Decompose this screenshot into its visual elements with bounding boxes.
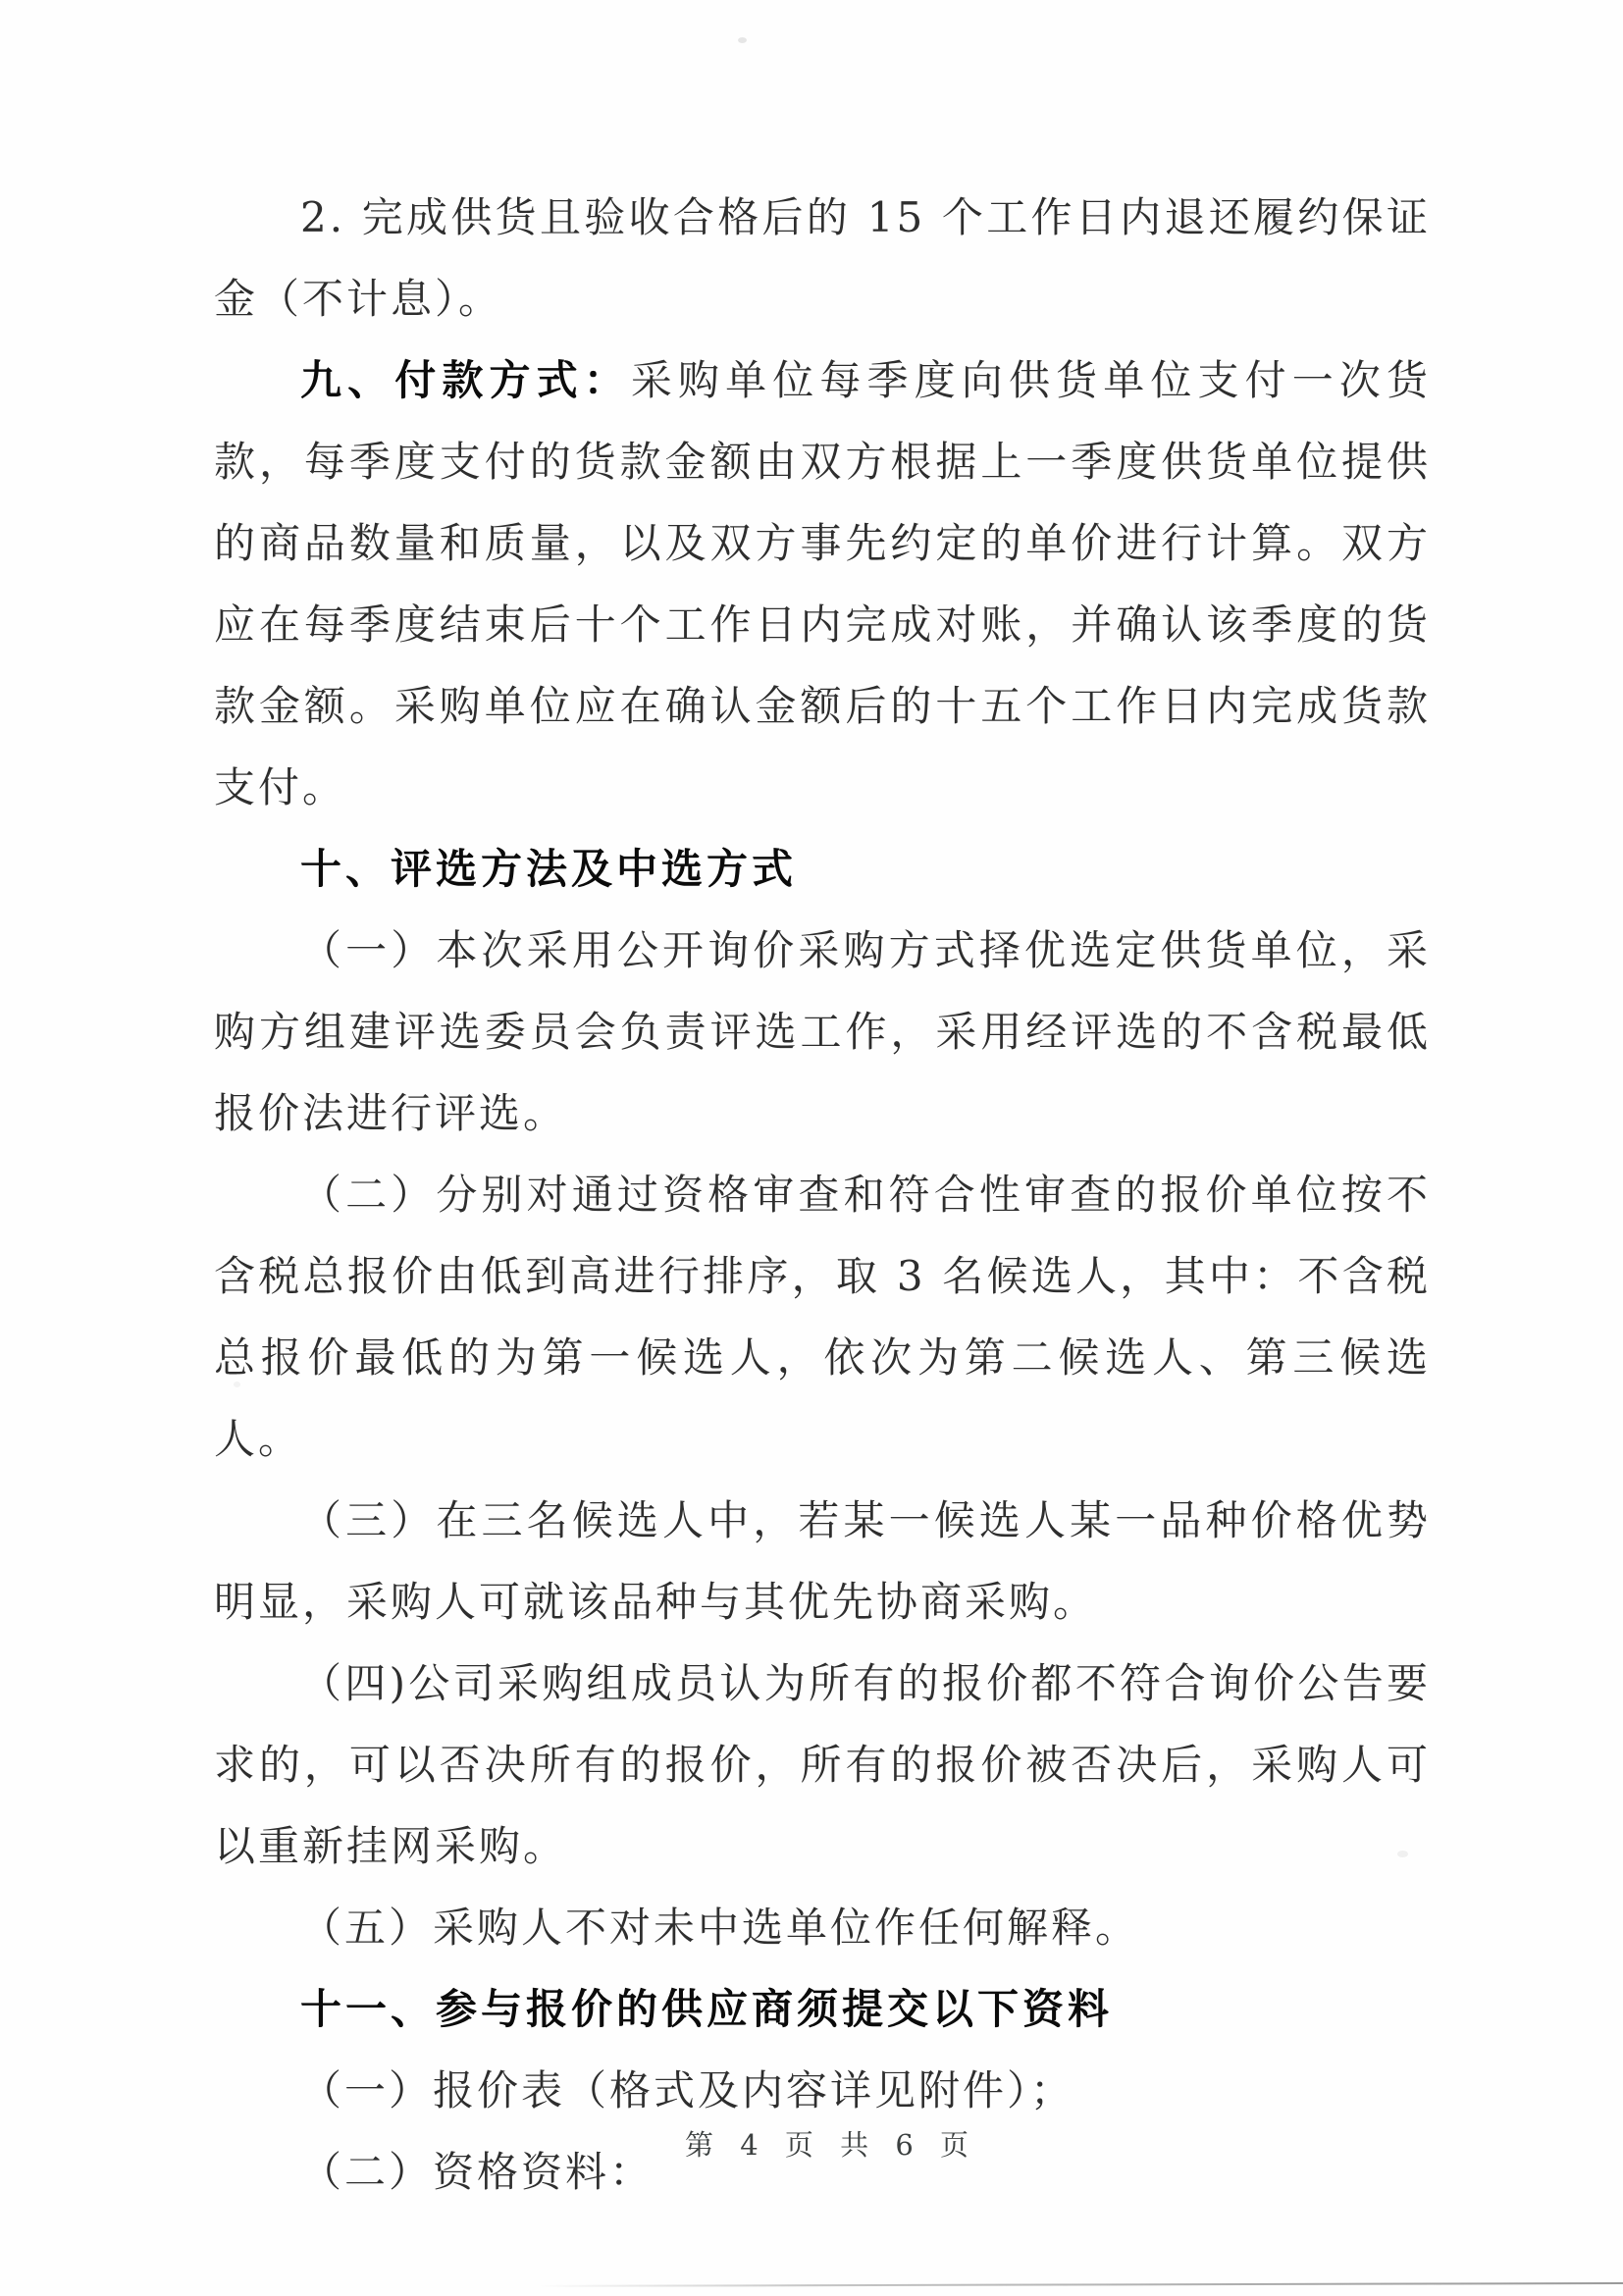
paragraph-selection-item-2: （二）分别对通过资格审查和符合性审查的报价单位按不含税总报价由低到高进行排序，取 3 名候选人，其中：不含税总报价最低的为第一候选人，依次为第二候选人、第三候选人。 bbox=[214, 1171, 1431, 1463]
paragraph-documents-item-2: （二）资格资料： bbox=[300, 2148, 654, 2196]
document-body bbox=[214, 177, 1431, 2213]
paragraph-selection-item-3: （三）在三名候选人中，若某一候选人某一品种价格优势明显，采购人可就该品种与其优先协商采购。 bbox=[214, 1496, 1431, 1626]
scan-artifact-speck bbox=[234, 1382, 240, 1387]
paragraph-documents-item-1: （一）报价表（格式及内容详见附件）； bbox=[300, 2066, 1075, 2114]
paragraph-selection-item-4: （四)公司采购组成员认为所有的报价都不符合询价公告要求的，可以否决所有的报价，所有的报价被否决后，采购人可以重新挂网采购。 bbox=[214, 1659, 1431, 1870]
payment-method-label: 九、付款方式： bbox=[300, 356, 631, 404]
paragraph-bond-refund: 2. 完成供货且验收合格后的 15 个工作日内退还履约保证金（不计息）。 bbox=[214, 193, 1431, 323]
page-number: 第 4 页 共 6 页 bbox=[685, 2128, 977, 2162]
heading-section-10-selection-method: 十、评选方法及中选方式 bbox=[300, 845, 798, 893]
payment-method-text: 采购单位每季度向供货单位支付一次货款，每季度支付的货款金额由双方根据上一季度供货单位提供的商品数量和质量，以及双方事先约定的单价进行计算。双方应在每季度结束后十个工作日内完成对账，并确认该季度的货款金额。采购单位应在确认金额后的十五个工作日内完成货款支付。 bbox=[214, 356, 1431, 811]
scan-artifact-line bbox=[538, 2282, 1623, 2287]
paragraph-selection-item-1: （一）本次采用公开询价采购方式择优选定供货单位，采购方组建评选委员会负责评选工作，采用经评选的不含税最低报价法进行评选。 bbox=[214, 926, 1431, 1137]
paragraph-payment-method bbox=[214, 339, 1431, 828]
scan-artifact-speck bbox=[1397, 1851, 1408, 1857]
heading-section-11-required-documents: 十一、参与报价的供应商须提交以下资料 bbox=[300, 1985, 1114, 2033]
paragraph-selection-item-5: （五）采购人不对未中选单位作任何解释。 bbox=[300, 1904, 1140, 1952]
scan-artifact-speck bbox=[738, 37, 747, 43]
